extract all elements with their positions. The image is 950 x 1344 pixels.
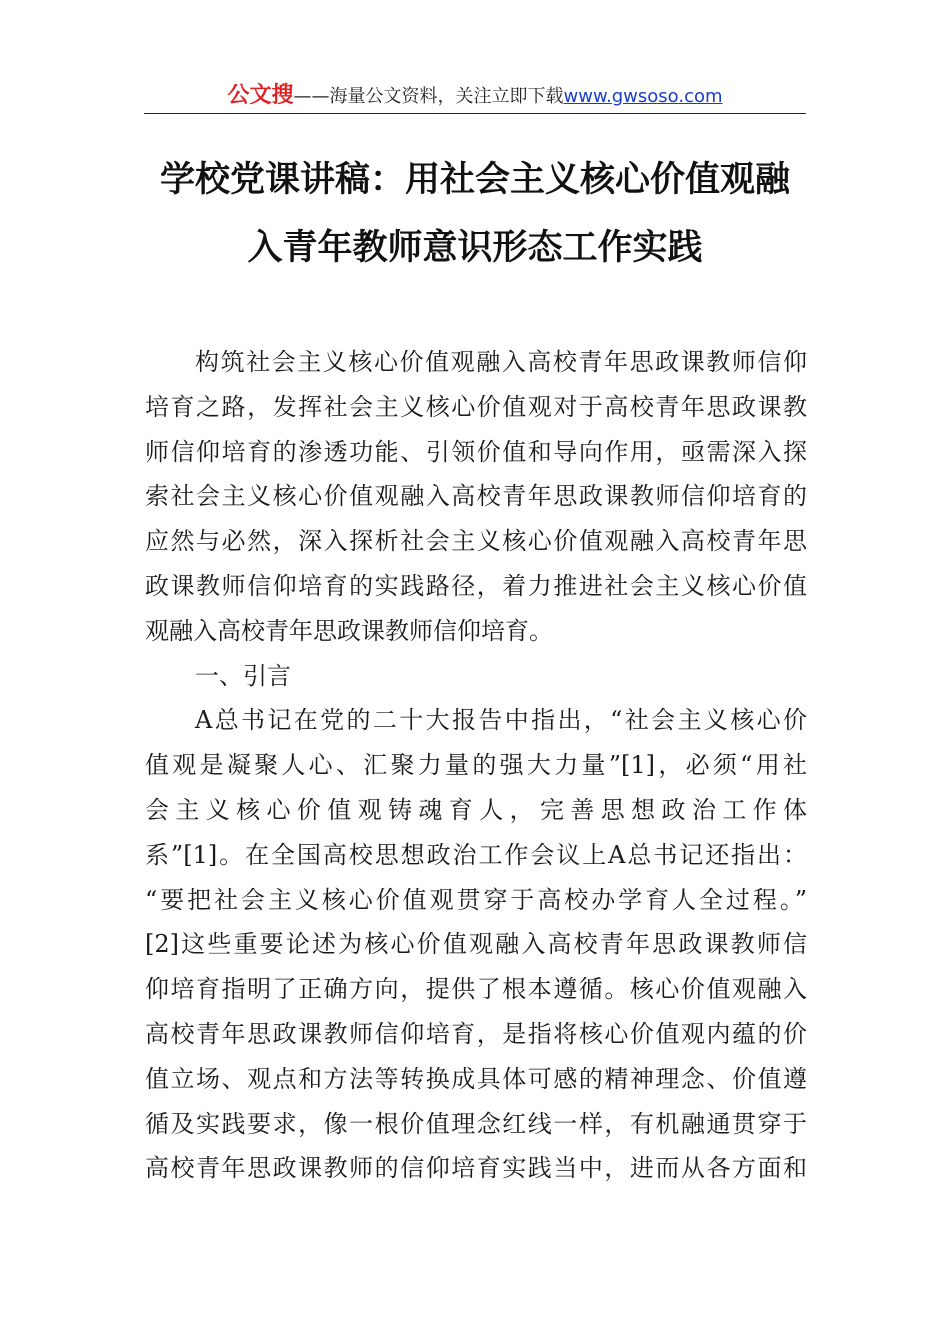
document-title	[120, 146, 830, 282]
text-line: 仰培育指明了正确方向，提供了根本遵循。核心价值观融入	[145, 975, 807, 1004]
text-line: 高校青年思政课教师信仰培育，是指将核心价值观内蕴的价	[145, 1019, 807, 1048]
text-line: 培育之路，发挥社会主义核心价值观对于高校青年思政课教	[145, 392, 807, 421]
text-line: 构筑社会主义核心价值观融入高校青年思政课教师信仰	[195, 348, 807, 376]
text-line: 师信仰培育的渗透功能、引领价值和导向作用，亟需深入探	[145, 437, 807, 466]
section-heading: 一、引言	[195, 661, 291, 690]
text-line: 高校青年思政课教师的信仰培育实践当中，进而从各方面和	[145, 1154, 807, 1183]
text-line: 循及实践要求，像一根价值理念红线一样，有机融通贯穿于	[145, 1109, 807, 1138]
text-line: 值立场、观点和方法等转换成具体可感的精神理念、价值遵	[145, 1064, 807, 1093]
text-line: 值观是凝聚人心、汇聚力量的强大力量”[1]，必须“用社	[145, 751, 807, 780]
title-line-2: 入青年教师意识形态工作实践	[247, 227, 703, 268]
header-tagline: ——海量公文资料，关注立即下载	[293, 86, 564, 107]
title-line-1: 学校党课讲稿：用社会主义核心价值观融	[159, 159, 790, 200]
paragraph-preface	[145, 698, 807, 1191]
text-line: 观融入高校青年思政课教师信仰培育。	[145, 616, 553, 645]
brand-name: 公文搜	[227, 83, 294, 108]
website-link[interactable]: www.gwsoso.com	[563, 86, 723, 107]
text-line: “要把社会主义核心价值观贯穿于高校办学育人全过程。”	[145, 885, 807, 914]
text-line: 政课教师信仰培育的实践路径，着力推进社会主义核心价值	[145, 571, 807, 600]
text-line: 索社会主义核心价值观融入高校青年思政课教师信仰培育的	[145, 482, 807, 511]
header-divider	[144, 113, 806, 114]
text-line: A总书记在党的二十大报告中指出，“社会主义核心价	[195, 706, 807, 735]
text-line: 会主义核心价值观铸魂育人，完善思想政治工作体	[145, 795, 807, 824]
text-line: [2]这些重要论述为核心价值观融入高校青年思政课教师信	[145, 930, 807, 959]
text-line: 应然与必然，深入探析社会主义核心价值观融入高校青年思	[145, 527, 807, 556]
text-line: 系”[1]。在全国高校思想政治工作会议上A总书记还指出：	[145, 840, 807, 869]
document-body	[145, 340, 807, 1191]
paragraph-intro	[145, 340, 807, 654]
document-header	[144, 80, 806, 114]
